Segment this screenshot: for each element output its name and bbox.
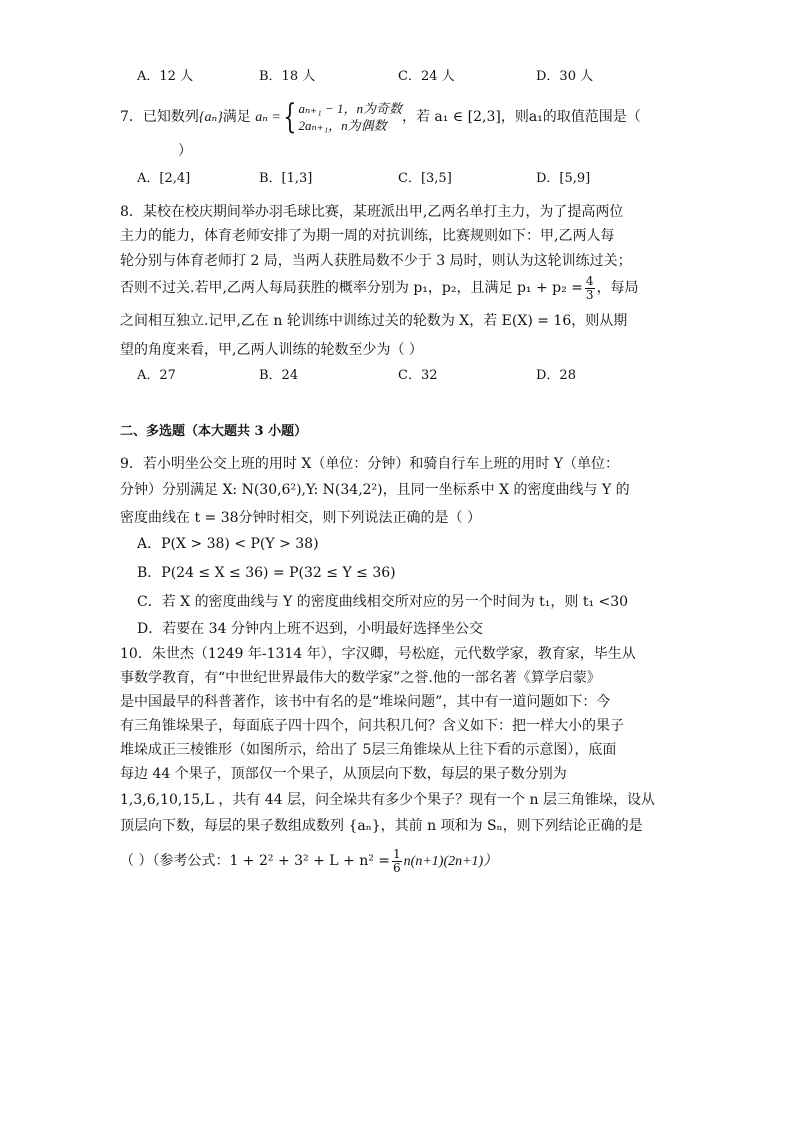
q7-option-d: D．[5,9] (536, 171, 591, 186)
q8-fraction-num: 4 (585, 273, 594, 288)
q10-line-6: 每边 44 个果子，顶部仅一个果子，从顶层向下数，每层的果子数分别为 (120, 766, 567, 782)
q10-line-3: 是中国最早的科普著作，该书中有名的是“堆垛问题”，其中有一道问题如下：今 (120, 694, 611, 710)
q10-fraction-den: 6 (393, 860, 401, 875)
q8-option-b: B．24 (259, 368, 299, 383)
q10-line-7: 1,3,6,10,15,L ，共有 44 层，问全垛共有多少个果子？现有一个 n 层三角锥垛，设从 (120, 792, 655, 808)
q9-line-2: 分钟）分别满足 X: N(30,6²),Y: N(34,2²)，且同一坐标系中 X 的密度曲线与 Y 的 (120, 482, 630, 498)
q8-line-4a: 否则不过关.若甲,乙两人每局获胜的概率分别为 p₁，p₂，且满足 p₁ + p₂ = (120, 280, 583, 296)
q7-tail: ，若 a₁ ∈ [2,3]，则a₁的取值范围是（ (401, 109, 641, 125)
q7-option-b: B．[1,3] (259, 171, 313, 186)
q9-line-3: 密度曲线在 t = 38分钟时相交，则下列说法正确的是（ ） (120, 510, 481, 526)
q6-option-a: A．12 人 (137, 69, 194, 84)
q7-option-c: C．[3,5] (398, 171, 452, 186)
q10-line-4: 有三角锥垛果子，每面底子四十四个，问共积几何？含义如下：把一样大小的果子 (120, 718, 624, 734)
q7-lhs: aₙ = (255, 110, 281, 125)
q8-line-4 (120, 273, 639, 303)
q8-line-5: 之间相互独立.记甲,乙在 n 轮训练中训练过关的轮数为 X，若 E(X) = 16，则从期 (120, 313, 628, 329)
q10-line-9b: n(n+1)(2n+1)） (403, 854, 498, 869)
q8-line-1: 8．某校在校庆期间举办羽毛球比赛，某班派出甲,乙两名单打主力，为了提高两位 (120, 204, 624, 220)
section-heading: 二、多选题（本大题共 3 小题） (120, 424, 308, 439)
q6-option-b: B．18 人 (259, 69, 316, 84)
q8-option-c: C．32 (398, 368, 438, 383)
q8-option-a: A．27 (137, 368, 176, 383)
q10-line-9 (120, 845, 497, 878)
q9-option-d: D．若要在 34 分钟内上班不迟到，小明最好选择坐公交 (137, 621, 483, 637)
left-brace-icon: { (283, 97, 297, 137)
q8-fraction (585, 275, 595, 302)
q8-line-4b: ，每局 (596, 280, 639, 296)
q10-fraction-num: 1 (393, 846, 401, 861)
q10-line-1: 10．朱世杰（1249 年-1314 年），字汉卿，号松庭，元代数学家，教育家，毕生从 (120, 646, 636, 662)
q8-fraction-den: 3 (585, 287, 594, 302)
q7-option-a: A．[2,4] (137, 171, 191, 186)
q8-line-6: 望的角度来看，甲,乙两人训练的轮数至少为（ ） (120, 342, 423, 358)
q8-line-3: 轮分别与体育老师打 2 局，当两人获胜局数不少于 3 局时，则认为这轮训练过关； (120, 253, 632, 269)
q9-option-c: C．若 X 的密度曲线与 Y 的密度曲线相交所对应的另一个时间为 t₁，则 t₁ <30 (137, 594, 629, 610)
q8-line-2: 主力的能力，体育老师安排了为期一周的对抗训练，比赛规则如下：甲,乙两人每 (120, 228, 615, 244)
q7-stem (120, 97, 641, 137)
q7-mid: 满足 (222, 109, 251, 125)
q6-option-c: C．24 人 (398, 69, 455, 84)
q10-line-2: 事数学教育，有“中世纪世界最伟大的数学家”之誉.他的一部名著《算学启蒙》 (120, 670, 601, 686)
q7-cases (299, 100, 402, 134)
q10-fraction (392, 848, 402, 875)
q9-option-a: A．P(X > 38) < P(Y > 38) (137, 536, 319, 552)
q7-close-paren: ） (178, 143, 192, 159)
q8-option-d: D．28 (536, 368, 576, 383)
q10-line-9a: （ ）（参考公式：1 + 2² + 3² + L + n² = (120, 853, 391, 869)
q10-line-5: 堆垛成正三棱锥形（如图所示，给出了 5层三角锥垛从上往下看的示意图），底面 (120, 742, 617, 758)
q6-option-d: D．30 人 (536, 69, 594, 84)
q7-prefix: 7．已知数列 (120, 109, 199, 125)
q9-line-1: 9．若小明坐公交上班的用时 X（单位：分钟）和骑自行车上班的用时 Y（单位： (120, 456, 620, 472)
q10-line-8: 顶层向下数，每层的果子数组成数列 {aₙ}，其前 n 项和为 Sₙ，则下列结论正确的是 (120, 818, 643, 834)
q7-seq: {aₙ} (198, 110, 223, 125)
q7-case-even: 2aₙ₊₁，n为偶数 (298, 118, 387, 133)
q9-option-b: B．P(24 ≤ X ≤ 36) = P(32 ≤ Y ≤ 36) (137, 565, 396, 581)
q7-case-odd: aₙ₊₁ − 1，n为奇数 (298, 101, 402, 116)
